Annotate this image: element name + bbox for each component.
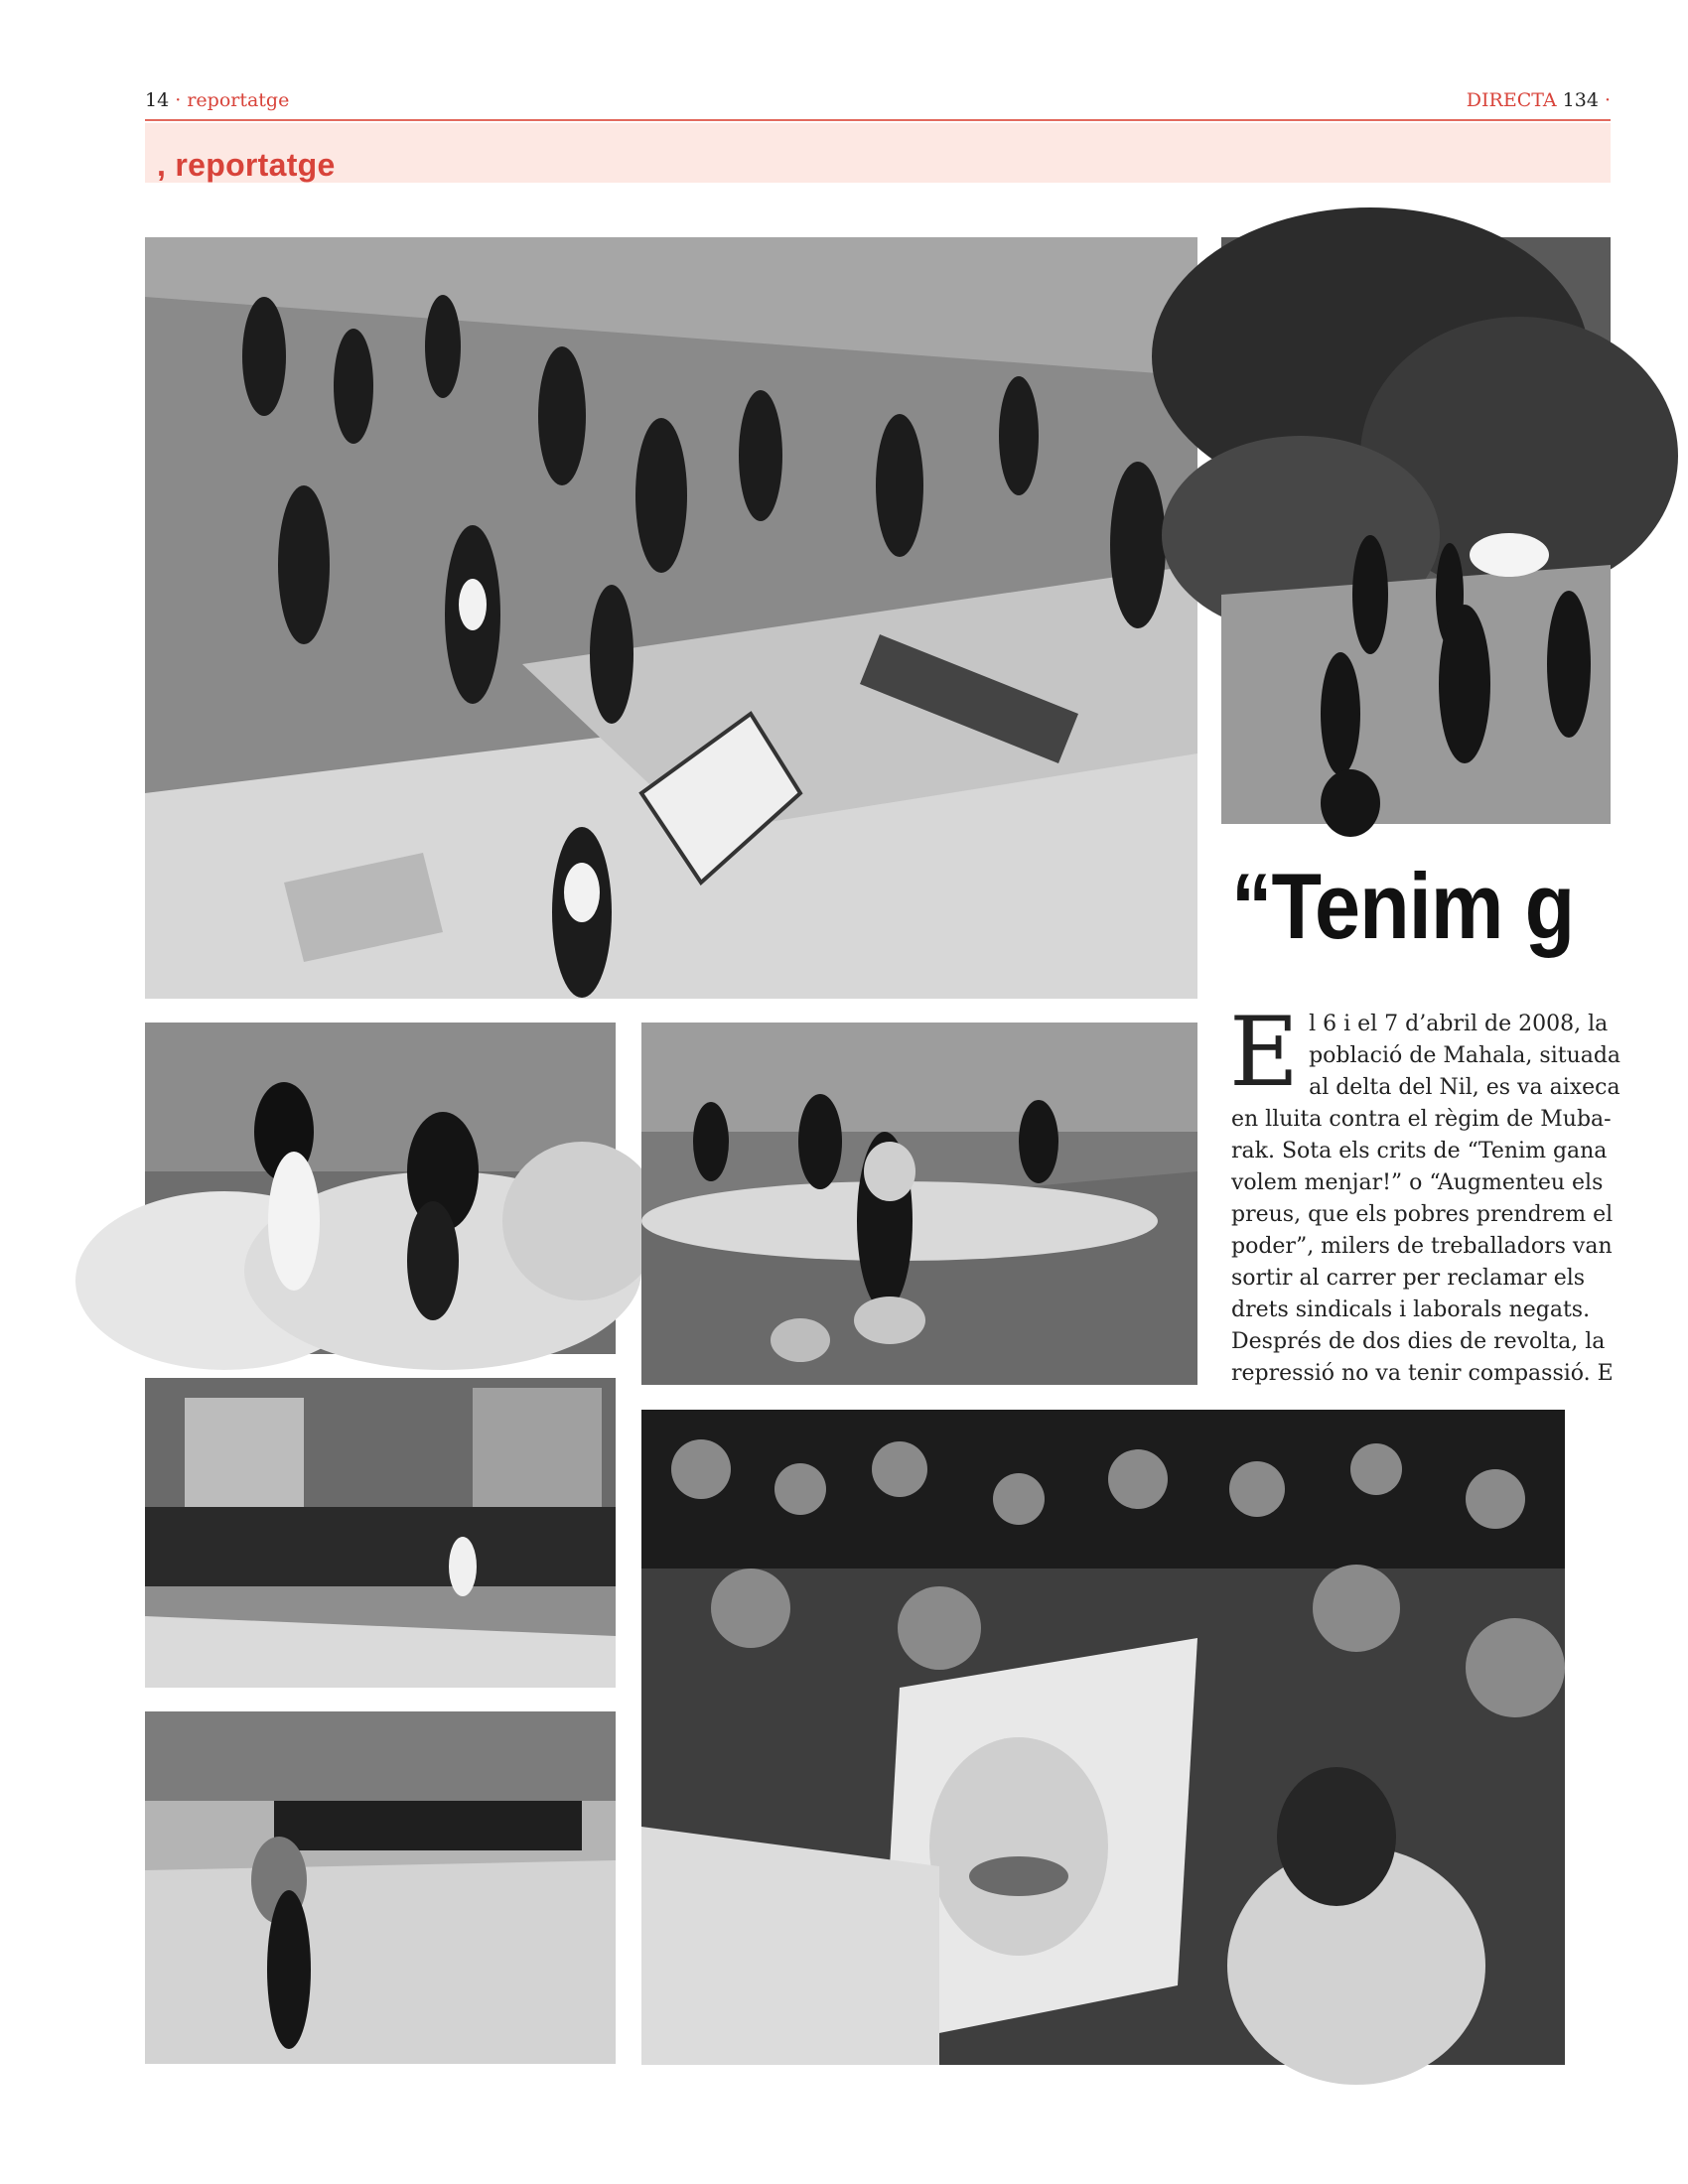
article-line: Després de dos dies de revolta, la xyxy=(1231,1329,1606,1354)
article-line: poder”, milers de treballadors van xyxy=(1231,1234,1613,1259)
article-line: rak. Sota els crits de “Tenim gana xyxy=(1231,1139,1608,1163)
folio-separator: · xyxy=(175,89,182,111)
photo-stone-thrower-police-line xyxy=(145,1711,616,2064)
article-body xyxy=(1229,997,1621,1386)
drop-cap: E xyxy=(1229,997,1300,1108)
header-rule xyxy=(145,119,1611,121)
article-headline: “Tenim g xyxy=(1231,854,1575,958)
photo-runners-smoke xyxy=(641,1023,1197,1385)
publication-name: DIRECTA xyxy=(1466,89,1557,111)
article-line: sortir al carrer per reclamar els xyxy=(1231,1266,1586,1291)
article-line: preus, que els pobres prendrem el xyxy=(1231,1202,1614,1227)
page-folio-right xyxy=(1467,91,1611,110)
photo-street-crowd xyxy=(145,1378,616,1688)
article-line: drets sindicals i laborals negats. xyxy=(1231,1297,1591,1322)
photo-street-riot xyxy=(145,237,1197,999)
article-line: repressió no va tenir compassió. E xyxy=(1231,1361,1614,1386)
article-line: en lluita contra el règim de Muba- xyxy=(1231,1107,1612,1132)
folio-separator: · xyxy=(1604,89,1611,111)
issue-number: 134 xyxy=(1562,89,1599,111)
article-line: l 6 i el 7 d’abril de 2008, la xyxy=(1309,1012,1609,1036)
folio-section: reportatge xyxy=(187,89,290,111)
photo-crowd-tearing-poster xyxy=(641,1410,1565,2065)
article-line: al delta del Nil, es va aixeca xyxy=(1309,1075,1620,1100)
page-number: 14 xyxy=(145,89,170,111)
photo-burning-barricade xyxy=(1221,237,1611,824)
section-band xyxy=(145,123,1611,183)
section-label: , reportatge xyxy=(157,147,336,183)
article-line: volem menjar!” o “Augmenteu els xyxy=(1231,1170,1604,1195)
photo-tear-gas-throwers xyxy=(145,1023,616,1354)
article-line: població de Mahala, situada xyxy=(1309,1043,1621,1068)
page-folio-left xyxy=(145,91,289,110)
